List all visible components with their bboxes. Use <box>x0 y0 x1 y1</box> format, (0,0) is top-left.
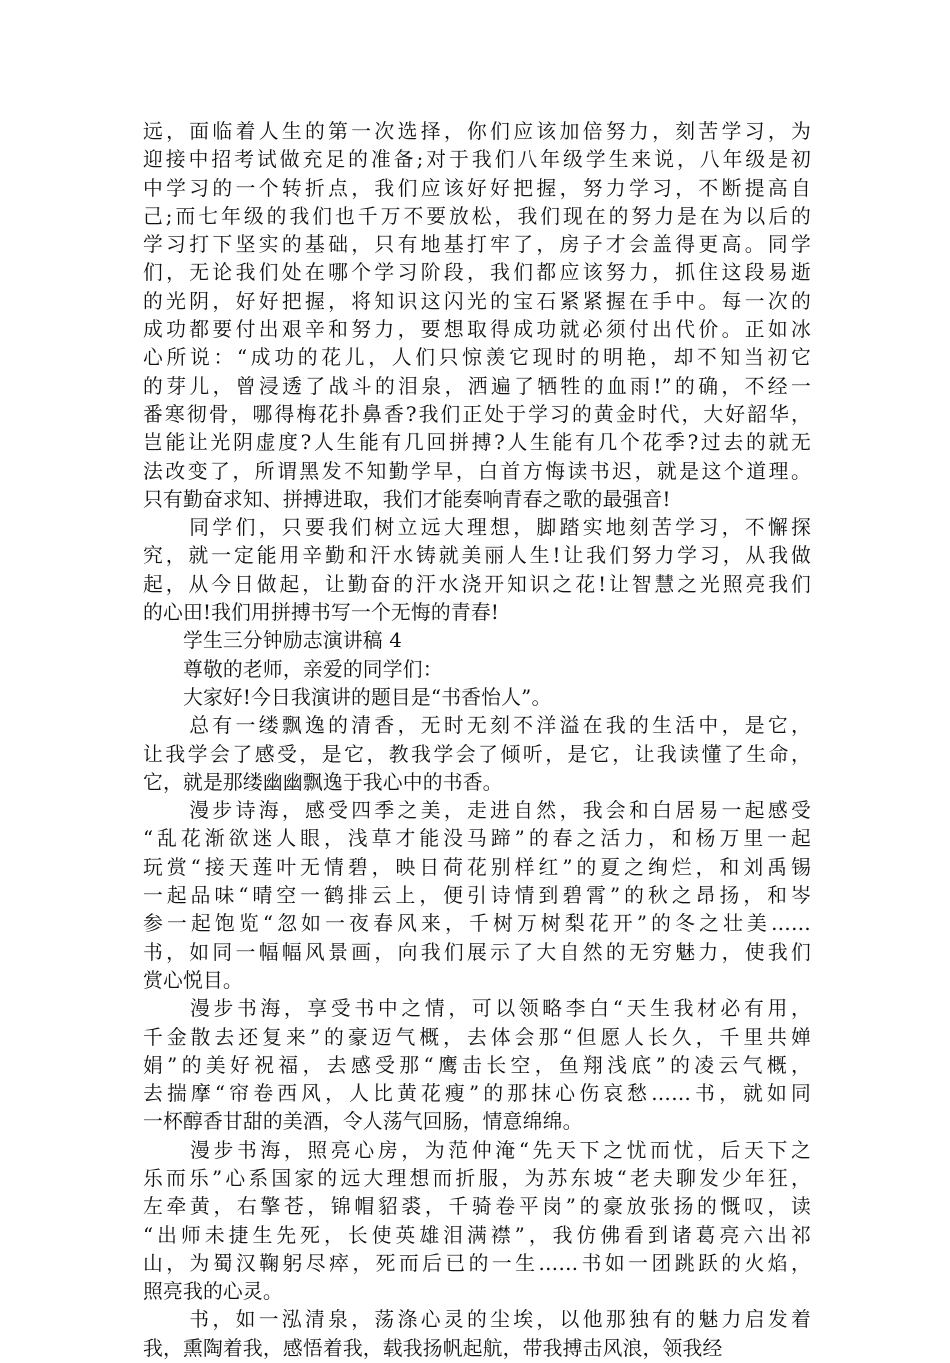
text-line: 的心田!我们用拼搏书写一个无悔的青春! <box>143 601 499 625</box>
paragraph-p3 <box>143 627 811 655</box>
text-line: 中学习的一个转折点，我们应该好好把握，努力学习，不断提高自 <box>143 176 811 200</box>
paragraph-p1 <box>143 118 811 514</box>
text-line: 我，熏陶着我，感悟着我，载我扬帆起航，带我搏击风浪，领我经 <box>143 1336 723 1360</box>
text-line: 究，就一定能用辛勤和汗水铸就美丽人生!让我们努力学习，从我做 <box>143 544 811 568</box>
text-line: 漫步书海，享受书中之情，可以领略李白“天生我材必有用， <box>143 997 811 1021</box>
text-line: 赏心悦目。 <box>143 968 243 992</box>
text-line: 它，就是那缕幽幽飘逸于我心中的书香。 <box>143 770 503 794</box>
text-line: 的光阴，好好把握，将知识这闪光的宝石紧紧握在手中。每一次的 <box>143 289 811 313</box>
text-line: 己;而七年级的我们也千万不要放松，我们现在的努力是在为以后的 <box>143 204 811 228</box>
paragraph-p9 <box>143 1137 811 1307</box>
text-line: 学习打下坚实的基础，只有地基打牢了，房子才会盖得更高。同学 <box>143 233 811 257</box>
text-line: 漫步诗海，感受四季之美，走进自然，我会和白居易一起感受 <box>143 799 811 823</box>
text-line: 玩赏“接天莲叶无情碧，映日荷花别样红”的夏之绚烂，和刘禹锡 <box>143 855 811 879</box>
text-line: 迎接中招考试做充足的准备;对于我们八年级学生来说，八年级是初 <box>143 148 811 172</box>
text-line: 书，如同一幅幅风景画，向我们展示了大自然的无穷魅力，使我们 <box>143 940 811 964</box>
text-line: 的芽儿，曾浸透了战斗的泪泉，洒遍了牺牲的血雨!”的确，不经一 <box>143 374 811 398</box>
paragraph-p7 <box>143 797 811 995</box>
text-line: 尊敬的老师，亲爱的同学们： <box>143 657 443 681</box>
text-line: 漫步书海，照亮心房，为范仲淹“先天下之忧而忧，后天下之 <box>143 1138 811 1162</box>
text-line: 山，为蜀汉鞠躬尽瘁，死而后已的一生……书如一团跳跃的火焰， <box>143 1251 811 1275</box>
text-line: 去揣摩“帘卷西风，人比黄花瘦”的那抹心伤哀愁……书，就如同 <box>143 1082 811 1106</box>
text-line: 同学们，只要我们树立远大理想，脚踏实地刻苦学习，不懈探 <box>143 516 811 540</box>
paragraph-p8 <box>143 995 811 1136</box>
text-line: 远，面临着人生的第一次选择，你们应该加倍努力，刻苦学习，为 <box>143 120 811 143</box>
text-line: “出师未捷生先死，长使英雄泪满襟”，我仿佛看到诸葛亮六出祁 <box>143 1223 811 1247</box>
text-line: 番寒彻骨，哪得梅花扑鼻香?我们正处于学习的黄金时代，大好韶华， <box>143 402 811 426</box>
text-line: 大家好!今日我演讲的题目是“书香怡人”。 <box>143 685 552 709</box>
paragraph-p10 <box>143 1306 811 1363</box>
paragraph-p5 <box>143 684 811 712</box>
text-line: 让我学会了感受，是它，教我学会了倾听，是它，让我读懂了生命， <box>143 742 811 766</box>
text-line: 参一起饱览“忽如一夜春风来，千树万树梨花开”的冬之壮美…… <box>143 912 811 936</box>
text-line: 只有勤奋求知、拼搏进取，我们才能奏响青春之歌的最强音! <box>143 487 671 511</box>
text-line: 成功都要付出艰辛和努力，要想取得成功就必须付出代价。正如冰 <box>143 318 811 342</box>
text-line: 岂能让光阴虚度?人生能有几回拼搏?人生能有几个花季?过去的就无 <box>143 431 811 455</box>
text-line: 们，无论我们处在哪个学习阶段，我们都应该努力，抓住这段易逝 <box>143 261 811 285</box>
text-line: 照亮我的心灵。 <box>143 1280 283 1304</box>
text-line: 学生三分钟励志演讲稿 4 <box>143 629 403 653</box>
text-line: 法改变了，所谓黑发不知勤学早，白首方悔读书迟，就是这个道理。 <box>143 459 811 483</box>
text-line: 一杯醇香甘甜的美酒，令人荡气回肠，情意绵绵。 <box>143 1110 583 1134</box>
paragraph-p4 <box>143 656 811 684</box>
document-body <box>143 118 811 1363</box>
text-line: “乱花渐欲迷人眼，浅草才能没马蹄”的春之活力，和杨万里一起 <box>143 827 811 851</box>
text-line: 心所说：“成功的花儿，人们只惊羡它现时的明艳，却不知当初它 <box>143 346 811 370</box>
text-line: 娟”的美好祝福，去感受那“鹰击长空，鱼翔浅底”的凌云气概， <box>143 1053 811 1077</box>
text-line: 总有一缕飘逸的清香，无时无刻不洋溢在我的生活中，是它， <box>143 714 811 738</box>
text-line: 千金散去还复来”的豪迈气概，去体会那“但愿人长久，千里共婵 <box>143 1025 811 1049</box>
text-line: 乐而乐”心系国家的远大理想而折服，为苏东坡“老夫聊发少年狂， <box>143 1166 811 1190</box>
paragraph-p2 <box>143 514 811 627</box>
paragraph-p6 <box>143 712 811 797</box>
text-line: 起，从今日做起，让勤奋的汗水浇开知识之花!让智慧之光照亮我们 <box>143 572 811 596</box>
text-line: 左牵黄，右擎苍，锦帽貂裘，千骑卷平岗”的豪放张扬的慨叹，读 <box>143 1195 811 1219</box>
text-line: 一起品味“晴空一鹤排云上，便引诗情到碧霄”的秋之昂扬，和岑 <box>143 884 811 908</box>
text-line: 书，如一泓清泉，荡涤心灵的尘埃，以他那独有的魅力启发着 <box>143 1308 811 1332</box>
